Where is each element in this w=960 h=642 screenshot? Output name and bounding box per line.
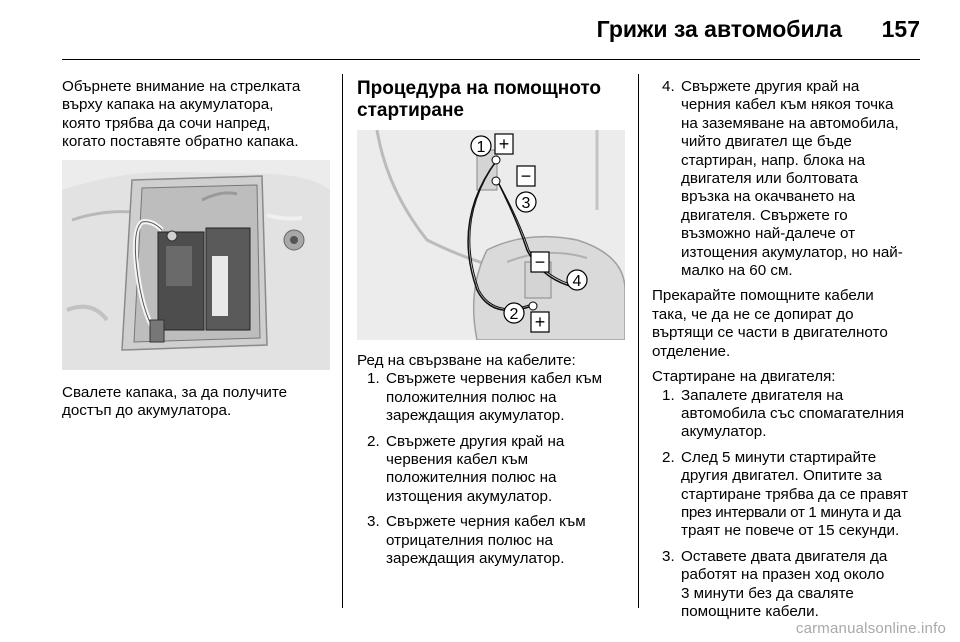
text-line: стартиран, напр. блока на: [681, 151, 866, 169]
text-line: така, че да не се допират до: [652, 305, 854, 323]
text-line: връзка на окачването на: [681, 188, 856, 206]
text-line: положителния полюс на: [386, 388, 557, 406]
text-line: другия двигател. Опитите за: [681, 467, 882, 485]
text-line: Свържете черния кабел към: [386, 513, 586, 531]
column-divider: [342, 74, 343, 608]
callout-3: 3: [521, 195, 531, 212]
page-header: [0, 0, 960, 60]
text-line: чийто двигател ще бъде: [681, 133, 852, 151]
list-item: [652, 548, 930, 622]
list-item: [357, 370, 625, 425]
text-line: Оставете двата двигателя да: [681, 547, 888, 565]
cable-order-list-continued: [652, 78, 930, 280]
text-line: Обърнете внимание на стрелката: [62, 78, 301, 95]
header-rule: [62, 59, 920, 60]
list-gap: [652, 442, 930, 449]
text-line: въртящи се части в двигателното: [652, 324, 888, 342]
list-item: [652, 78, 930, 280]
text-line: работят на празен ход около: [681, 566, 885, 584]
text-line: След 5 минути стартирайте: [681, 448, 877, 466]
text-line: стартиране трябва да се правят: [681, 485, 909, 503]
text-line: зареждащия акумулатор.: [386, 407, 565, 425]
minus-terminal-sign: −: [534, 252, 546, 272]
list-number: 1.: [367, 370, 380, 388]
text-line: положителния полюс на: [386, 469, 557, 487]
callout-2: 2: [509, 306, 519, 323]
list-item: [357, 513, 625, 568]
list-number: 3.: [662, 547, 675, 565]
text-line: двигателя. Свържете го: [681, 206, 848, 224]
text-line: Свалете капака, за да получите: [62, 383, 288, 401]
list-item: [652, 387, 930, 442]
column-3: [652, 78, 930, 621]
engine-start-list: [652, 387, 930, 622]
cable-order-intro: Ред на свързване на кабелите:: [357, 352, 576, 369]
watermark: carmanualsonline.info: [795, 620, 946, 637]
text-line: през интервали от 1 минута и да: [681, 503, 901, 521]
text-line: зареждащия акумулатор.: [386, 550, 565, 568]
heading-line: Процедура на помощното: [357, 78, 602, 99]
text-line: помощните кабели.: [681, 602, 819, 620]
text-line: малко на 60 см.: [681, 262, 793, 280]
text-line: черния кабел към някоя точка: [681, 96, 894, 114]
battery-compartment-illustration: [62, 160, 330, 370]
callout-4: 4: [572, 273, 582, 290]
list-number: 2.: [662, 448, 675, 466]
cable-order-list: [357, 370, 625, 568]
text-line: автомобила със спомагателния: [681, 404, 905, 422]
column-2: [357, 78, 625, 568]
paragraph-route-cables: [652, 287, 930, 361]
text-line: акумулатор.: [681, 423, 767, 441]
list-gap: [357, 426, 625, 433]
text-line: отделение.: [652, 342, 731, 360]
list-item: [652, 449, 930, 541]
list-item: [357, 433, 625, 507]
text-line: изтощения акумулатор, но най-: [681, 243, 903, 261]
text-line: Запалете двигателя на: [681, 386, 844, 404]
jump-start-cables-diagram: [357, 130, 625, 340]
header-title: Грижи за автомобила: [596, 16, 842, 42]
text-line: на заземяване на автомобила,: [681, 114, 899, 132]
text-line: която трябва да сочи напред,: [62, 114, 271, 132]
list-number: 1.: [662, 386, 675, 404]
list-number: 4.: [662, 78, 675, 95]
heading-line: стартиране: [357, 100, 464, 121]
paragraph-remove-cover: [62, 384, 330, 421]
text-line: върху капака на акумулатора,: [62, 96, 274, 114]
text-line: когато поставяте обратно капака.: [62, 133, 299, 151]
list-gap: [357, 506, 625, 513]
engine-start-subheading: Стартиране на двигателя:: [652, 368, 836, 386]
list-number: 2.: [367, 432, 380, 450]
text-line: изтощения акумулатор.: [386, 487, 553, 505]
text-line: 3 минути без да сваляте: [681, 584, 854, 602]
text-line: отрицателния полюс на: [386, 531, 553, 549]
column-1: [62, 78, 330, 420]
text-line: траят не повече от 15 секунди.: [681, 522, 900, 540]
text-line: достъп до акумулатора.: [62, 402, 232, 420]
callout-1: 1: [476, 139, 486, 156]
paragraph-cover-arrow: [62, 78, 330, 152]
list-number: 3.: [367, 513, 380, 531]
text-line: двигателя или болтовата: [681, 170, 858, 188]
minus-terminal-sign: −: [520, 166, 532, 186]
text-line: Свържете червения кабел към: [386, 370, 603, 388]
plus-terminal-sign: +: [534, 312, 546, 332]
list-gap: [652, 541, 930, 548]
plus-terminal-sign: +: [498, 134, 510, 154]
text-line: Прекарайте помощните кабели: [652, 287, 874, 305]
text-line: червения кабел към: [386, 451, 529, 469]
text-line: Свържете другия край на: [681, 78, 860, 95]
column-divider: [638, 74, 639, 608]
section-heading: [357, 78, 625, 122]
text-line: възможно най-далече от: [681, 225, 856, 243]
page-number: 157: [881, 16, 920, 42]
text-line: Свържете другия край на: [386, 432, 565, 450]
